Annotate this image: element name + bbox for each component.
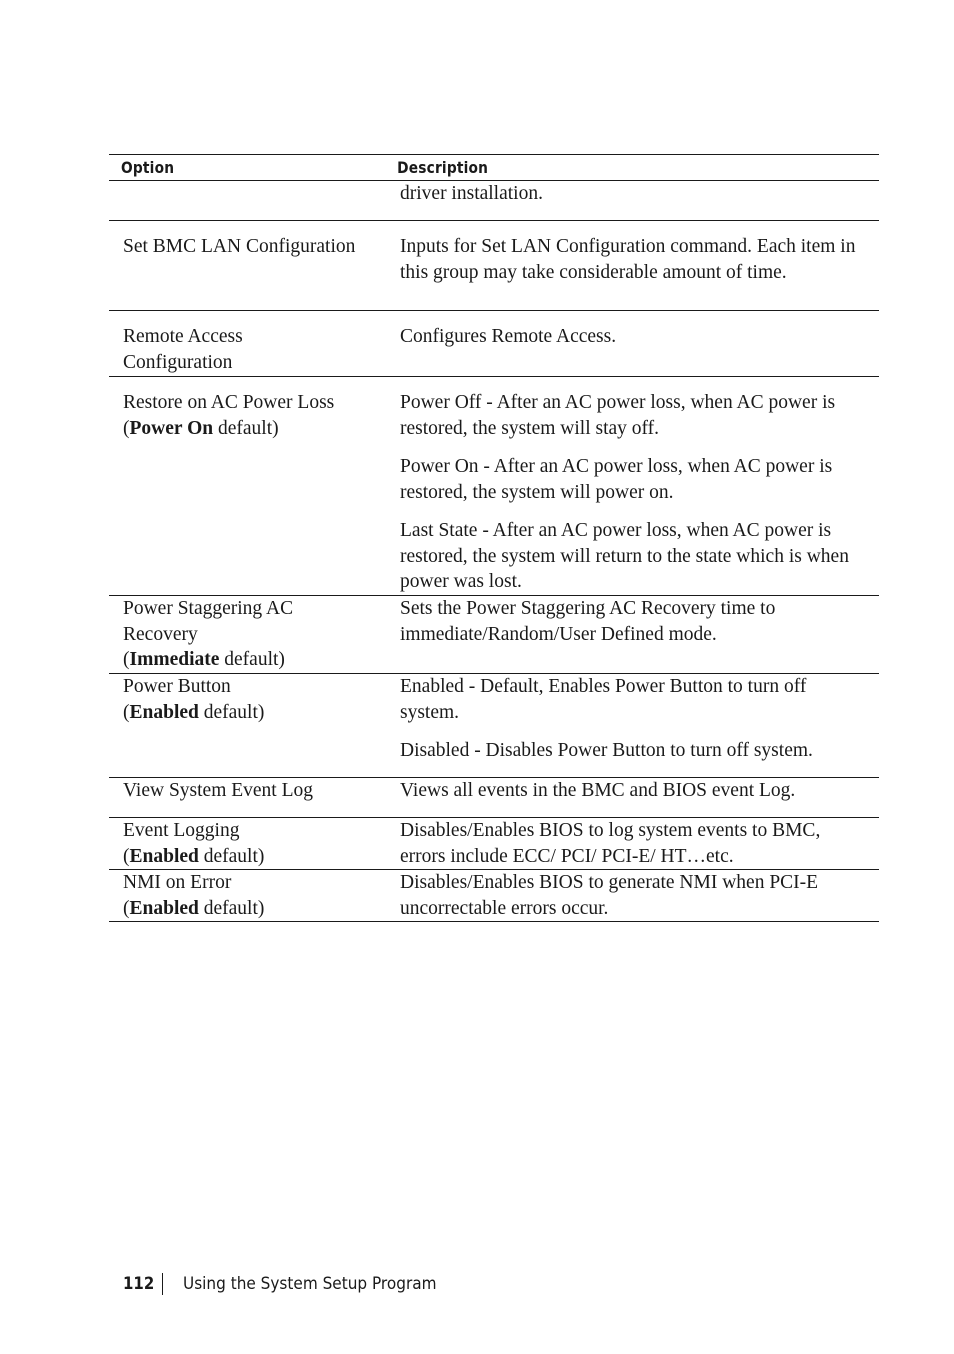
default-value: Power On xyxy=(129,417,214,439)
default-value: Enabled xyxy=(129,897,199,919)
option-cell xyxy=(109,181,400,220)
table-row xyxy=(109,221,879,311)
table-row xyxy=(109,377,879,596)
option-name: NMI on Error xyxy=(123,872,232,893)
option-default: (Power On default) xyxy=(123,417,279,439)
description-cell xyxy=(400,778,879,817)
header-description: Description xyxy=(397,158,489,177)
footer-divider xyxy=(162,1273,163,1295)
option-name: Power Button xyxy=(123,676,231,697)
option-name: Configuration xyxy=(123,351,233,373)
option-cell xyxy=(109,390,400,595)
table-row xyxy=(109,818,879,870)
option-name: Recovery xyxy=(123,623,198,645)
default-value: Immediate xyxy=(129,649,220,670)
default-value: Enabled xyxy=(129,701,199,723)
table-row xyxy=(109,870,879,922)
table-row xyxy=(109,674,879,778)
table-row xyxy=(109,311,879,377)
description-cell xyxy=(400,818,879,869)
description-text: Enabled - Default, Enables Power Button to turn off system. xyxy=(400,676,807,723)
description-text: Sets the Power Staggering AC Recovery time to immediate/Random/User Defined mode. xyxy=(400,598,776,645)
option-name: Restore on AC Power Loss xyxy=(123,392,335,413)
description-text: driver installation. xyxy=(400,183,543,204)
description-text: Disables/Enables BIOS to log system events to BMC, errors include ECC/ PCI/ PCI-E/ HT…etc. xyxy=(400,820,821,867)
header-option: Option xyxy=(121,158,175,177)
option-default: (Enabled default) xyxy=(123,897,265,919)
option-cell xyxy=(109,778,400,817)
table-row xyxy=(109,778,879,818)
option-cell xyxy=(109,234,400,310)
option-name: Set BMC LAN Configuration xyxy=(123,236,356,257)
description-text: Inputs for Set LAN Configuration command. Each item in this group may take considerable amount of time. xyxy=(400,236,856,283)
option-default: (Enabled default) xyxy=(123,845,265,867)
description-cell xyxy=(400,181,879,220)
chapter-title: Using the System Setup Program xyxy=(183,1274,437,1294)
page-number: 112 xyxy=(123,1274,155,1294)
option-cell xyxy=(109,674,400,777)
table-row xyxy=(109,181,879,221)
option-name: Remote Access xyxy=(123,326,243,347)
description-text: Last State - After an AC power loss, when AC power is restored, the system will return to the state which is when power was lost. xyxy=(400,520,849,592)
description-text: Configures Remote Access. xyxy=(400,326,617,347)
option-cell xyxy=(109,818,400,869)
option-name: Power Staggering AC xyxy=(123,598,294,619)
description-cell xyxy=(400,674,879,777)
table-header xyxy=(109,154,879,181)
option-default: (Immediate default) xyxy=(123,649,285,670)
description-cell xyxy=(400,596,879,673)
page-footer xyxy=(123,1271,465,1297)
description-text: Disables/Enables BIOS to generate NMI when PCI-E uncorrectable errors occur. xyxy=(400,872,819,919)
table-row xyxy=(109,596,879,674)
description-text: Views all events in the BMC and BIOS event Log. xyxy=(400,780,796,801)
description-cell xyxy=(400,870,879,921)
default-value: Enabled xyxy=(129,845,199,867)
option-default: (Enabled default) xyxy=(123,701,265,723)
description-text: Power On - After an AC power loss, when AC power is restored, the system will power on. xyxy=(400,456,833,503)
description-cell xyxy=(400,324,879,376)
description-text: Power Off - After an AC power loss, when AC power is restored, the system will stay off. xyxy=(400,392,836,439)
option-cell xyxy=(109,596,400,673)
options-table xyxy=(109,154,879,922)
option-name: Event Logging xyxy=(123,820,240,841)
option-cell xyxy=(109,324,400,376)
description-text: Disabled - Disables Power Button to turn off system. xyxy=(400,740,813,761)
description-cell xyxy=(400,234,879,310)
option-name: View System Event Log xyxy=(123,780,314,801)
option-cell xyxy=(109,870,400,921)
description-cell xyxy=(400,390,879,595)
